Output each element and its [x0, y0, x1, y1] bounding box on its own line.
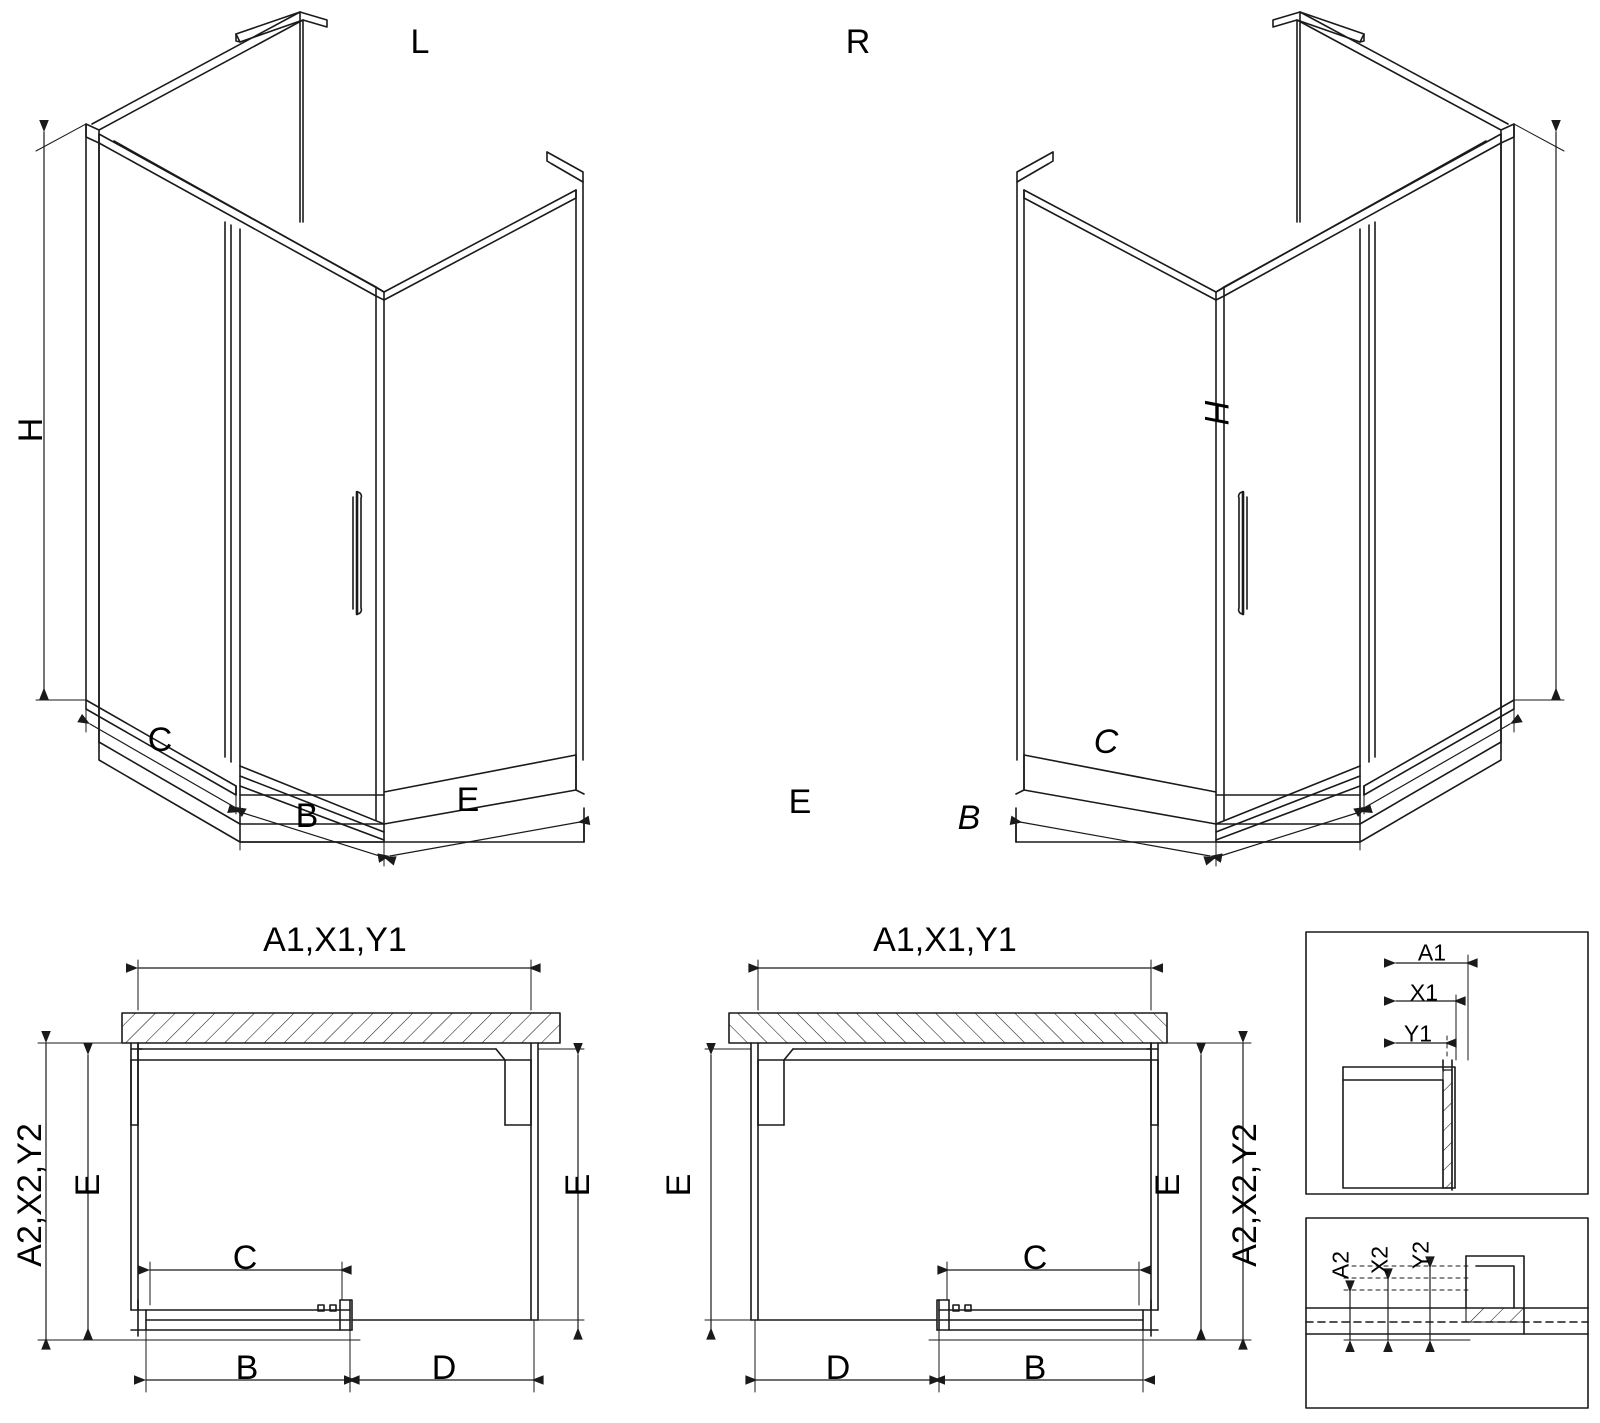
iso-right-dim-e: E — [788, 783, 812, 821]
iso-right-dim-b: B — [957, 799, 981, 837]
detail-top-dim-a1: A1 — [1417, 939, 1447, 966]
detail-top-dim-y1: Y1 — [1403, 1020, 1433, 1047]
plan-left-dim-a1x1y1: A1,X1,Y1 — [263, 921, 407, 959]
plan-right-dim-a1x1y1: A1,X1,Y1 — [873, 921, 1017, 959]
detail-top-dim-x1: X1 — [1409, 979, 1439, 1006]
iso-right-dim-c: C — [1093, 723, 1119, 761]
plan-left-view — [38, 960, 584, 1392]
detail-bottom-dim-y2: Y2 — [1407, 1240, 1434, 1270]
plan-left-dim-e-left: E — [69, 1173, 107, 1197]
plan-right-dim-e-left: E — [660, 1173, 698, 1197]
plan-left-dim-e-right: E — [559, 1173, 597, 1197]
iso-left-dim-e: E — [456, 781, 480, 819]
plan-left-dim-b: B — [235, 1349, 259, 1387]
plan-left-dim-d: D — [431, 1349, 457, 1387]
iso-left-view — [36, 12, 584, 866]
detail-bottom-dim-a2: A2 — [1327, 1250, 1354, 1280]
plan-right-dim-d: D — [825, 1349, 851, 1387]
plan-right-dim-c: C — [1022, 1239, 1048, 1277]
plan-left-dim-a2x2y2: A2,X2,Y2 — [11, 1123, 49, 1267]
view-label-right: R — [845, 23, 871, 61]
plan-left-dim-c: C — [232, 1239, 258, 1277]
iso-left-dim-h: H — [12, 417, 50, 443]
iso-left-dim-c: C — [147, 721, 173, 759]
plan-right-dim-a2x2y2: A2,X2,Y2 — [1226, 1123, 1264, 1267]
iso-right-dim-h: H — [1197, 399, 1235, 425]
detail-bottom-view — [1306, 1218, 1588, 1408]
detail-bottom-dim-x2: X2 — [1366, 1245, 1393, 1275]
view-label-left: L — [410, 23, 430, 61]
detail-top-view — [1306, 932, 1588, 1194]
plan-right-dim-e-right: E — [1149, 1173, 1187, 1197]
iso-left-dim-b: B — [295, 797, 319, 835]
plan-right-dim-b: B — [1023, 1349, 1047, 1387]
